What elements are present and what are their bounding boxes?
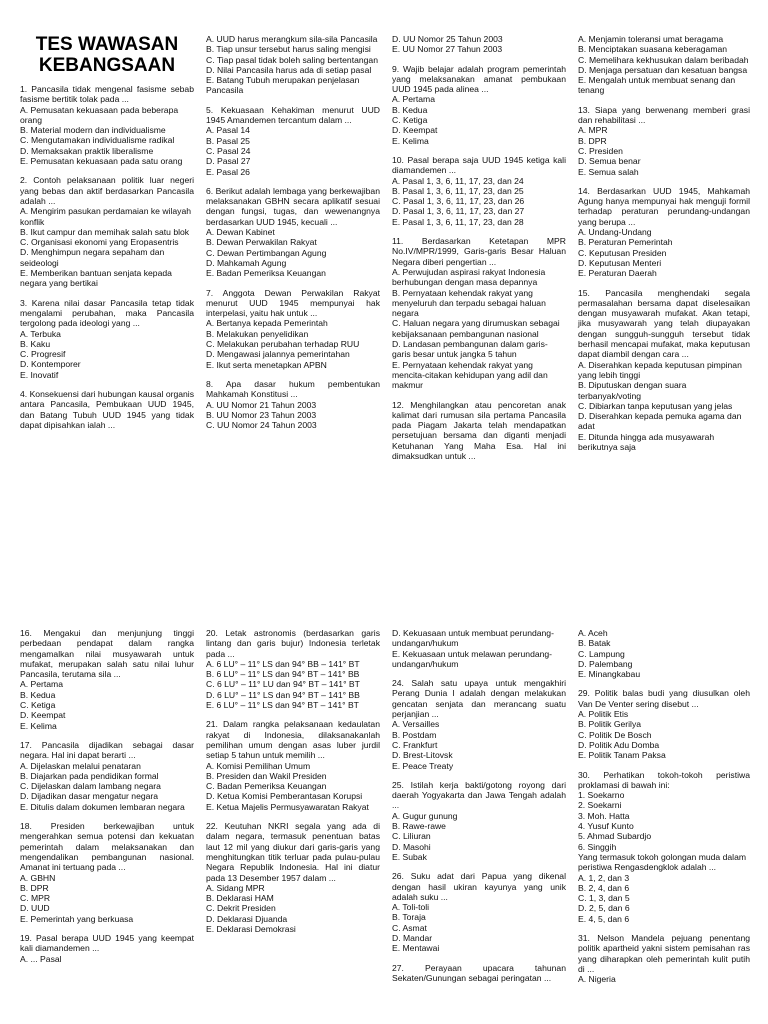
answer-option: A. ... Pasal (20, 953, 62, 964)
answer-option: A. Pasal 1, 3, 6, 11, 17, 23, dan 24 (392, 175, 524, 186)
answer-option: A. Komisi Pemilihan Umum (206, 760, 311, 771)
answer-option: D. Nilai Pancasila harus ada di setiap pasal (206, 64, 372, 75)
answer-option: A. UUD harus merangkum sila-sila Pancasila (206, 34, 378, 44)
answer-option: C. Frankfurt (392, 739, 438, 750)
answer-option: D. 6 LU° – 11° LS dan 94° BT – 141° BB (206, 689, 360, 700)
answer-option: E. Memberikan bantuan senjata kepada negara yang bertikai (20, 268, 172, 289)
answer-option: C. Memelihara kekhusukan dalam beribadah (578, 54, 749, 65)
answer-option: E. Batang Tubuh merupakan penjelasan Pancasila (206, 75, 360, 96)
question-text: 27. Perayaan upacara tahunan Sekaten/Gunungan sebagai peringatan ... (392, 962, 566, 983)
top-column-3 (392, 34, 566, 470)
question-text: 11. Berdasarkan Ketetapan MPR No.IV/MPR/1999, Garis-garis Besar Haluan Negara diberi pengertian ... (392, 236, 566, 267)
answer-option: B. Pasal 25 (206, 135, 250, 146)
answer-option: D. Ketua Komisi Pemberantasan Korupsi (206, 791, 363, 802)
answer-option: A. Mengirim pasukan perdamaian ke wilayah konflik (20, 206, 192, 227)
question-text: 29. Politik balas budi yang diusulkan oleh Van De Venter sering disebut ... (578, 688, 750, 709)
question-list (20, 628, 194, 964)
answer-option: D. Memaksakan praktik liberalisme (20, 145, 154, 156)
answer-option: B. DPR (20, 882, 49, 893)
question-block (578, 933, 750, 984)
question-text: 16. Mengakui dan menjunjung tinggi perbedaan pendapat dalam rangka mengamalkan nilai musyawarah untuk mufakat, merupakan salah satu nilai luhur Pancasila, terutama sila ... (20, 628, 194, 680)
question-block (20, 175, 194, 288)
answer-option: B. Politik Gerilya (578, 719, 642, 730)
answer-option: B. Toraja (392, 912, 426, 923)
question-block (206, 105, 380, 177)
question-text: 15. Pancasila menghendaki segala permasalahan bersama dapat diselesaikan dengan musyawarah mufakat. Akan tetapi, jika musyawarah yang telah diupayakan dengan sungguh-sungguh tersebut tidak berhasil mencapai mufakat, maka keputusan dapat diambil dengan cara ... (578, 287, 750, 360)
answer-option: C. Organisasi ekonomi yang Eropasentris (20, 237, 179, 248)
answer-option: A. Nigeria (578, 974, 616, 985)
question-text: 3. Karena nilai dasar Pancasila tetap tidak mengalami perubahan, maka Pancasila tergolong pada ideologi yang ... (20, 297, 194, 329)
question-block (20, 933, 194, 964)
question-block (20, 298, 194, 380)
question-block (578, 34, 750, 96)
answer-option: A. Dewan Kabinet (206, 227, 275, 238)
question-block (206, 719, 380, 812)
answer-option: 4. Yusuf Kunto (578, 821, 634, 832)
answer-option: A. UU Nomor 21 Tahun 2003 (206, 399, 317, 410)
question-text: 13. Siapa yang berwenang memberi grasi dan rehabilitasi ... (578, 104, 750, 126)
answer-option: D. Masohi (392, 841, 431, 852)
answer-option: D. Menjaga persatuan dan kesatuan bangsa (578, 64, 748, 75)
top-column-2 (206, 34, 380, 439)
answer-option: A. MPR (578, 125, 608, 136)
answer-option: B. Ikut campur dan memihak salah satu blok (20, 226, 190, 237)
answer-option: A. Gugur gunung (392, 810, 458, 821)
question-list (206, 34, 380, 430)
question-text: 12. Menghilangkan atau pencoretan anak kalimat dari rumusan sila pertama Pancasila pada Piagam Jakarta telah mendapatkan persetujuan bersama dan diganti menjadi Ketuhanan Yang Maha Esa. Hal ini dimaksudkan untuk ... (392, 399, 566, 461)
answer-option: B. 6 LU° – 11° LS dan 94° BT – 141° BB (206, 669, 360, 680)
question-text: 30. Perhatikan tokoh-tokoh peristiwa proklamasi di bawah ini: (578, 769, 750, 790)
answer-option: B. Peraturan Pemerintah (578, 237, 673, 248)
answer-option: D. Mandar (392, 933, 433, 944)
answer-option: B. Batak (578, 638, 611, 649)
question-list (392, 34, 566, 461)
answer-option: E. Kelima (20, 720, 57, 731)
answer-option: C. 1, 3, dan 5 (578, 893, 630, 904)
question-block (20, 628, 194, 731)
answer-option: A. Dijelaskan melalui penataran (20, 760, 141, 771)
answer-option: D. Mahkamah Agung (206, 257, 287, 268)
answer-option: E. Mentawai (392, 943, 440, 954)
question-text: 4. Konsekuensi dari hubungan kausal organis antara Pancasila, Pembukaan UUD 1945, dan Batang Tubuh UUD 1945 yang tidak dapat dipisahkan ialah ... (20, 389, 194, 430)
question-block (392, 400, 566, 462)
question-block (578, 688, 750, 760)
answer-option: Yang termasuk tokoh golongan muda dalam peristiwa Rengasdengklok adalah ... (578, 851, 747, 873)
answer-option: A. 1, 2, dan 3 (578, 872, 630, 883)
answer-option: C. UU Nomor 24 Tahun 2003 (206, 420, 317, 431)
answer-option: D. Semua benar (578, 156, 641, 167)
answer-option: D. Kontemporer (20, 359, 81, 370)
answer-option: D. UUD (20, 903, 50, 914)
answer-option: D. UU Nomor 25 Tahun 2003 (392, 34, 503, 44)
answer-option: E. Peace Treaty (392, 760, 454, 771)
answer-option: A. Undang-Undang (578, 227, 652, 238)
answer-option: D. Dijadikan dasar mengatur negara (20, 791, 159, 802)
top-column-1 (20, 34, 194, 439)
answer-option: D. Deklarasi Djuanda (206, 913, 288, 924)
answer-option: C. Lampung (578, 648, 625, 659)
answer-option: C. Melakukan perubahan terhadap RUU (206, 339, 360, 350)
question-block (20, 821, 194, 924)
answer-option: 2. Soekarni (578, 800, 622, 811)
answer-option: A. Politik Etis (578, 709, 629, 720)
question-text: 17. Pancasila dijadikan sebagai dasar negara. Hal ini dapat berarti ... (20, 739, 194, 761)
answer-option: C. Ketiga (392, 115, 428, 126)
answer-option: 1. Soekarno (578, 790, 625, 801)
answer-option: D. 2, 5, dan 6 (578, 903, 630, 914)
question-block (392, 155, 566, 227)
answer-option: E. Pemusatan kekuasaan pada satu orang (20, 156, 183, 167)
answer-option: C. Dibiarkan tanpa keputusan yang jelas (578, 400, 733, 411)
answer-option: C. Tiap pasal tidak boleh saling bertentangan (206, 54, 378, 65)
answer-option: B. Diajarkan pada pendidikan formal (20, 770, 159, 781)
answer-option: A. Sidang MPR (206, 882, 265, 893)
answer-option: C. Keputusan Presiden (578, 247, 667, 258)
question-block (578, 628, 750, 679)
bottom-column-1 (20, 628, 194, 973)
question-list (392, 628, 566, 983)
answer-option: B. DPR (578, 135, 607, 146)
answer-option: B. Pernyataan kehendak rakyat yang menyeluruh dan terpadu sebagai haluan negara (392, 287, 546, 319)
answer-option: D. Landasan pembangunan dalam garis-garis besar untuk jangka 5 tahun (392, 339, 548, 360)
question-block (392, 64, 566, 146)
answer-option: A. GBHN (20, 872, 56, 883)
answer-option: B. Kedua (392, 104, 428, 115)
question-text: 18. Presiden berkewajiban untuk mengerahkan semua potensi dan kekuatan pemerintah dalam melaksanakan dan mengendalikan pembangunan nasional. Amanat ini tertuang pada ... (20, 821, 194, 873)
answer-option: E. Peraturan Daerah (578, 268, 657, 279)
question-block (392, 628, 566, 669)
question-text: 26. Suku adat dari Papua yang dikenal dengan hasil ukiran kayunya yang unik adalah suku ... (392, 871, 566, 902)
answer-option: B. Material modern dan individualisme (20, 125, 166, 136)
question-text: 1. Pancasila tidak mengenal fasisme sebab fasisme bertitik tolak pada ... (20, 84, 194, 105)
answer-option: E. Badan Pemeriksa Keuangan (206, 268, 326, 279)
answer-option: D. Keempat (20, 710, 66, 721)
question-block (20, 84, 194, 166)
question-text: 21. Dalam rangka pelaksanaan kedaulatan rakyat di Indonesia, dilaksanakanlah pemilihan umum dengan asas luber jurdil setiap 5 tahun untuk memilih ... (206, 719, 380, 761)
top-column-4 (578, 34, 750, 461)
question-block (206, 34, 380, 96)
answer-option: A. Bertanya kepada Pemerintah (206, 318, 328, 329)
answer-option: D. Keempat (392, 125, 438, 136)
question-block (392, 236, 566, 390)
question-list (578, 34, 750, 452)
question-text: 20. Letak astronomis (berdasarkan garis lintang dan garis bujur) Indonesia terletak pada ... (206, 628, 380, 659)
answer-option: D. Kekuasaan untuk membuat perundang-undangan/hukum (392, 628, 554, 649)
question-list (578, 628, 750, 985)
answer-option: C. MPR (20, 893, 51, 904)
answer-option: D. Diserahkan kepada pemuka agama dan adat (578, 411, 742, 432)
answer-option: E. Ikut serta menetapkan APBN (206, 359, 327, 370)
question-block (206, 288, 380, 370)
question-block (578, 105, 750, 177)
answer-option: C. Pasal 1, 3, 6, 11, 17, 23, dan 26 (392, 196, 525, 207)
answer-option: A. 6 LU° – 11° LS dan 94° BB – 141° BT (206, 658, 360, 669)
question-text: 2. Contoh pelaksanaan politik luar negeri yang bebas dan aktif berdasarkan Pancasila adalah ... (20, 175, 194, 206)
answer-option: C. 6 LU° – 11° LU dan 94° BT – 141° BT (206, 679, 360, 690)
bottom-column-4 (578, 628, 750, 994)
answer-option: B. Menciptakan suasana keberagaman (578, 44, 728, 55)
answer-option: C. Politik De Bosch (578, 729, 652, 740)
answer-option: A. Versailles (392, 719, 440, 730)
answer-option: E. Inovatif (20, 369, 59, 380)
answer-option: E. Politik Tanam Paksa (578, 750, 666, 761)
question-block (392, 963, 566, 984)
answer-option: B. Melakukan penyelidikan (206, 328, 309, 339)
answer-option: E. Kelima (392, 135, 429, 146)
answer-option: D. Mengawasi jalannya pemerintahan (206, 349, 350, 360)
answer-option: C. Liliuran (392, 831, 431, 842)
question-text: 10. Pasal berapa saja UUD 1945 ketiga kali diamandemen ... (392, 154, 566, 176)
question-text: 31. Nelson Mandela pejuang penentang politik apartheid yakni sistem pemisahan ras yang diharapkan oleh pemerintah kulit putih di ... (578, 933, 750, 974)
answer-option: C. Haluan negara yang dirumuskan sebagai kebijaksanaan pembangunan nasional (392, 318, 560, 339)
question-list (206, 628, 380, 934)
answer-option: A. Pasal 14 (206, 125, 250, 136)
answer-option: A. Pertama (392, 94, 435, 105)
answer-option: C. Pasal 24 (206, 145, 251, 156)
answer-option: A. Aceh (578, 628, 608, 638)
answer-option: E. Ketua Majelis Permusyawaratan Rakyat (206, 801, 369, 812)
bottom-column-3 (392, 628, 566, 992)
answer-option: E. Pernyataan kehendak rakyat yang mencita-citakan kehidupan yang adil dan makmur (392, 359, 548, 391)
question-text: 9. Wajib belajar adalah program pemerintah yang melaksanakan amanat pembukaan UUD 1945 pada alinea ... (392, 63, 566, 95)
question-block (206, 821, 380, 934)
answer-option: E. Mengalah untuk membuat senang dan tenang (578, 75, 736, 96)
answer-option: D. Palembang (578, 658, 633, 669)
question-block (392, 871, 566, 953)
question-block (392, 780, 566, 862)
question-text: 19. Pasal berapa UUD 1945 yang keempat kali diamandemen ... (20, 933, 194, 954)
answer-option: A. Terbuka (20, 328, 61, 339)
answer-option: E. 6 LU° – 11° LS dan 94° BT – 141° BT (206, 700, 359, 711)
question-block (20, 389, 194, 430)
answer-option: B. Presiden dan Wakil Presiden (206, 770, 327, 781)
answer-option: C. Asmat (392, 922, 427, 933)
answer-option: A. Menjamin toleransi umat beragama (578, 34, 724, 44)
answer-option: D. Menghimpun negara sepaham dan seideologi (20, 247, 165, 268)
question-block (206, 379, 380, 430)
answer-option: B. Pasal 1, 3, 6, 11, 17, 23, dan 25 (392, 185, 524, 196)
answer-option: E. Pasal 1, 3, 6, 11, 17, 23, dan 28 (392, 216, 524, 227)
question-text: 25. Istilah kerja bakti/gotong royong dari daerah Yogyakarta dan Jawa Tengah adalah ... (392, 779, 566, 811)
question-block (578, 770, 750, 924)
answer-option: A. Toli-toli (392, 902, 430, 913)
answer-option: C. Progresif (20, 349, 66, 360)
question-block (578, 288, 750, 453)
question-list (20, 84, 194, 430)
question-block (578, 186, 750, 279)
answer-option: E. Pemerintah yang berkuasa (20, 913, 134, 924)
answer-option: B. Kaku (20, 338, 51, 349)
answer-option: B. Deklarasi HAM (206, 893, 274, 904)
answer-option: E. Ditulis dalam dokumen lembaran negara (20, 801, 185, 812)
answer-option: C. Presiden (578, 145, 623, 156)
answer-option: D. Politik Adu Domba (578, 739, 660, 750)
answer-option: B. Rawe-rawe (392, 821, 446, 832)
question-text: 7. Anggota Dewan Perwakilan Rakyat menurut UUD 1945 mempunyai hak interpelasi, yaitu hak untuk ... (206, 287, 380, 319)
answer-option: B. UU Nomor 23 Tahun 2003 (206, 409, 317, 420)
question-block (20, 740, 194, 812)
answer-option: A. Perwujudan aspirasi rakyat Indonesia berhubungan dengan masa depannya (392, 266, 546, 288)
answer-option: B. 2, 4, dan 6 (578, 882, 630, 893)
question-text: 22. Keutuhan NKRI segala yang ada di dalam negara, termasuk penentuan batas laut 12 mil yang diukur dari garis-garis yang menghitungkan titik terluar pada pulau-pulau Negara Republik Indonesia. Hal ini diatur pada 13 Desember 1957 dalam ... (206, 821, 380, 883)
answer-option: C. Badan Pemeriksa Keuangan (206, 781, 327, 792)
question-text: 24. Salah satu upaya untuk mengakhiri Perang Dunia I adalah dengan melakukan gencatan senjata dan merancang suatu perjanjian ... (392, 678, 566, 720)
answer-option: D. Brest-Litovsk (392, 750, 453, 761)
answer-option: D. Keputusan Menteri (578, 257, 662, 268)
answer-option: C. Dewan Pertimbangan Agung (206, 247, 327, 258)
answer-option: E. Minangkabau (578, 669, 641, 680)
answer-option: B. Kedua (20, 689, 56, 700)
answer-option: C. Dekrit Presiden (206, 903, 276, 914)
answer-option: E. Deklarasi Demokrasi (206, 924, 296, 935)
answer-option: 6. Singgih (578, 841, 617, 852)
answer-option: A. Diserahkan kepada keputusan pimpinan yang lebih tinggi (578, 359, 742, 380)
question-block (206, 186, 380, 279)
answer-option: C. Mengutamakan individualisme radikal (20, 135, 175, 146)
question-block (392, 34, 566, 55)
question-text: 8. Apa dasar hukum pembentukan Mahkamah Konstitusi ... (206, 378, 380, 400)
answer-option: E. Ditunda hingga ada musyawarah berikutnya saja (578, 431, 715, 452)
answer-option: 5. Ahmad Subardjo (578, 831, 652, 842)
question-text: 6. Berikut adalah lembaga yang berkewajiban melaksanakan GBHN secara aplikatif sesuai dengan fungsi, tugas, dan wewenangnya berdasarkan UUD 1945, kecuali ... (206, 185, 380, 227)
answer-option: 3. Moh. Hatta (578, 810, 630, 821)
answer-option: E. Subak (392, 851, 427, 862)
answer-option: D. Pasal 1, 3, 6, 11, 17, 23, dan 27 (392, 206, 525, 217)
question-text: 14. Berdasarkan UUD 1945, Mahkamah Agung hanya mempunyai hak menguji formil terhadap peraturan perundang-undangan yang berupa ... (578, 185, 750, 227)
bottom-column-2 (206, 628, 380, 943)
answer-option: C. Ketiga (20, 700, 56, 711)
answer-option: E. 4, 5, dan 6 (578, 913, 630, 924)
answer-option: B. Diputuskan dengan suara terbanyak/voting (578, 380, 687, 401)
answer-option: A. Pemusatan kekuasaan pada beberapa orang (20, 104, 179, 125)
answer-option: C. Dijelaskan dalam lambang negara (20, 781, 161, 792)
answer-option: E. Semua salah (578, 166, 639, 177)
answer-option: B. Tiap unsur tersebut harus saling mengisi (206, 44, 371, 55)
question-block (206, 628, 380, 710)
answer-option: B. Postdam (392, 729, 437, 740)
answer-option: D. Pasal 27 (206, 156, 251, 167)
page-title: TES WAWASAN KEBANGSAAN (35, 34, 179, 76)
answer-option: E. UU Nomor 27 Tahun 2003 (392, 44, 503, 55)
question-text: 5. Kekuasaan Kehakiman menurut UUD 1945 Amandemen tercantum dalam ... (206, 104, 380, 126)
question-block (392, 678, 566, 771)
answer-option: E. Kekuasaan untuk melawan perundang-undangan/hukum (392, 648, 553, 669)
answer-option: A. Pertama (20, 679, 63, 690)
answer-option: B. Dewan Perwakilan Rakyat (206, 237, 317, 248)
answer-option: E. Pasal 26 (206, 166, 250, 177)
